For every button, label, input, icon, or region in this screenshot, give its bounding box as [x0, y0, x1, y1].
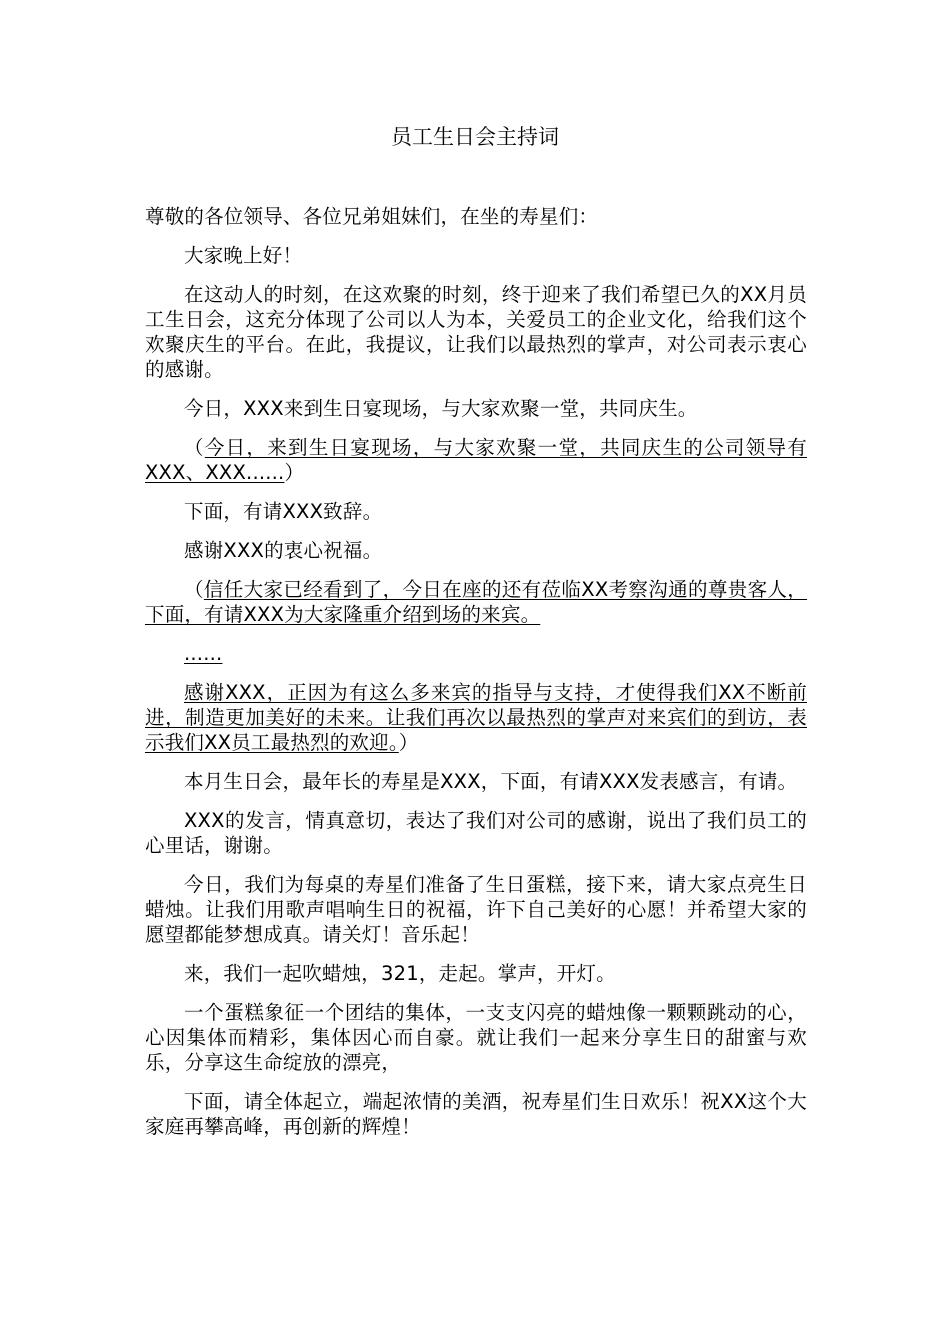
- paragraph-prefix: （: [184, 578, 204, 601]
- underlined-text: 感谢XXX，正因为有这么多来宾的指导与支持，才使得我们XX不断前进，制造更加美好的未来。让我们再次以最热烈的掌声对来宾们的到访，表示我们XX员工最热烈的欢迎。: [145, 681, 807, 754]
- paragraph-text: 感谢XXX的衷心祝福。: [184, 539, 383, 562]
- paragraph: [145, 808, 807, 858]
- document-body: [145, 204, 807, 1153]
- paragraph: [145, 435, 807, 485]
- underlined-text: 今日，来到生日宴现场，与大家欢聚一堂，共同庆生的公司领导有XXX、XXX......: [145, 436, 807, 484]
- paragraph: [145, 538, 807, 563]
- paragraph: [145, 396, 807, 421]
- paragraph-text: 本月生日会，最年长的寿星是XXX，下面，有请XXX发表感言，有请。: [184, 770, 798, 793]
- paragraph-text: 在这动人的时刻，在这欢聚的时刻，终于迎来了我们希望已久的XX月员工生日会，这充分体现了公司以人为本，关爱员工的企业文化，给我们这个欢聚庆生的平台。在此，我提议，让我们以最热烈的掌声，对公司表示衷心的感谢。: [145, 283, 807, 381]
- paragraph: [145, 1089, 807, 1139]
- paragraph-text: 一个蛋糕象征一个团结的集体，一支支闪亮的蜡烛像一颗颗跳动的心，心因集体而精彩，集体因心而自豪。就让我们一起来分享生日的甜蜜与欢乐，分享这生命绽放的漂亮，: [145, 1001, 807, 1074]
- paragraph: [145, 1000, 807, 1075]
- paragraph: [145, 499, 807, 524]
- paragraph-text: 来，我们一起吹蜡烛，321，走起。掌声，开灯。: [184, 962, 616, 985]
- paragraph-suffix: ）: [398, 731, 419, 754]
- paragraph: [145, 282, 807, 382]
- paragraph: [145, 961, 807, 986]
- paragraph-text: 下面，请全体起立，端起浓情的美酒，祝寿星们生日欢乐！祝XX这个大家庭再攀高峰，再创新的辉煌！: [145, 1090, 807, 1138]
- paragraph: [145, 243, 807, 268]
- paragraph: [145, 204, 807, 229]
- paragraph-text: XXX的发言，情真意切，表达了我们对公司的感谢，说出了我们员工的心里话，谢谢。: [145, 809, 807, 857]
- document-title: 员工生日会主持词: [391, 125, 559, 149]
- paragraph: [145, 577, 807, 627]
- paragraph-text: 今日，XXX来到生日宴现场，与大家欢聚一堂，共同庆生。: [184, 397, 698, 420]
- underlined-text: ......: [184, 642, 223, 665]
- paragraph: [145, 680, 807, 755]
- paragraph-text: 下面，有请XXX致辞。: [184, 500, 383, 523]
- paragraph-text: 今日，我们为每桌的寿星们准备了生日蛋糕，接下来，请大家点亮生日蜡烛。让我们用歌声唱响生日的祝福，许下自己美好的心愿！并希望大家的愿望都能梦想成真。请关灯！音乐起！: [145, 873, 807, 946]
- paragraph-text: 尊敬的各位领导、各位兄弟姐妹们，在坐的寿星们：: [145, 205, 599, 228]
- paragraph-text: 大家晚上好！: [184, 244, 303, 267]
- paragraph: [145, 872, 807, 947]
- paragraph: [145, 641, 807, 666]
- paragraph-suffix: ）: [284, 461, 305, 484]
- paragraph-prefix: （: [184, 436, 205, 459]
- underlined-text: 信任大家已经看到了，今日在座的还有莅临XX考察沟通的尊贵客人，下面，有请XXX为大家隆重介绍到场的来宾。: [145, 578, 808, 626]
- paragraph: [145, 769, 807, 794]
